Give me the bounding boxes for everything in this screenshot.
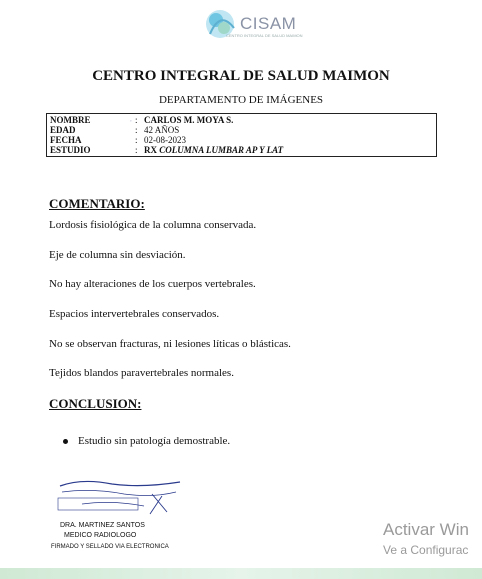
study-prefix: RX [144,145,157,155]
date-label: FECHA [50,135,82,145]
logo-subtitle: CENTRO INTEGRAL DE SALUD MAIMON [226,33,303,38]
bottom-decorative-bar [0,568,482,579]
info-row-study [47,145,436,155]
signature-note: FIRMADO Y SELLADO VIA ELECTRONICA [51,544,169,550]
conclusion-heading: CONCLUSION: [49,396,142,411]
colon: : [135,125,138,135]
study-label: ESTUDIO [50,145,91,155]
info-row-date [47,135,436,145]
name-value: CARLOS M. MOYA S. [144,115,234,125]
colon: : [135,115,138,125]
comment-line: No hay alteraciones de los cuerpos vertebrales. [49,278,256,290]
study-name: COLUMNA LUMBAR AP Y LAT [159,145,284,155]
document-title: CENTRO INTEGRAL DE SALUD MAIMON [92,68,390,84]
comment-line: No se observan fracturas, ni lesiones líticas o blásticas. [49,338,291,350]
small-mark-icon: ▫ [130,118,132,123]
signature-name: DRA. MARTINEZ SANTOS [60,522,145,529]
colon: : [135,135,138,145]
comment-line: Eje de columna sin desviación. [49,249,186,261]
study-value [144,145,283,155]
activation-watermark-title: Activar Win [383,520,469,539]
comment-line: Espacios intervertebrales conservados. [49,308,220,320]
bullet-icon [63,439,68,444]
conclusion-item: Estudio sin patología demostrable. [78,435,231,447]
info-row-age [47,125,436,135]
comment-heading: COMENTARIO: [49,196,145,211]
signature-title: MEDICO RADIOLOGO [64,532,137,539]
age-value: 42 AÑOS [144,125,180,135]
department-title: DEPARTAMENTO DE IMÁGENES [158,94,324,106]
name-label: NOMBRE [50,115,91,125]
colon: : [135,145,138,155]
activation-watermark-subtitle: Ve a Configurac [383,543,469,557]
date-value: 02-08-2023 [144,135,186,145]
comment-line: Tejidos blandos paravertebrales normales. [49,367,234,379]
comment-line: Lordosis fisiológica de la columna conservada. [49,219,257,231]
age-label: EDAD [50,125,76,135]
signature-stamp-icon [52,474,187,520]
logo-wordmark: CISAM [240,14,297,33]
patient-info-box [46,113,437,157]
info-row-name [47,115,436,125]
